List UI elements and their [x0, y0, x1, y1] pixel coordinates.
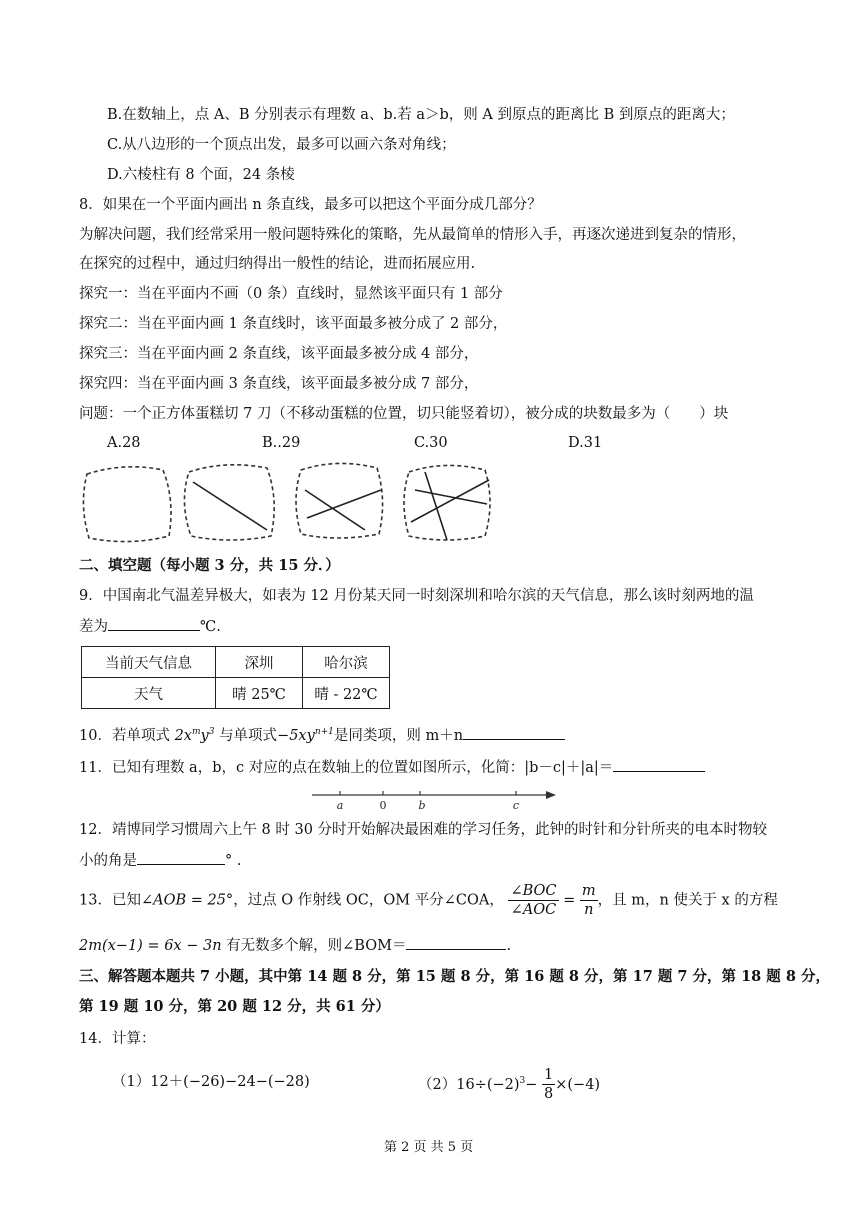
- q11: [79, 757, 705, 778]
- q8-explore-4: 探究四：当在平面内画 3 条直线，该平面最多被分成 7 部分，: [79, 376, 479, 392]
- q13-prefix: 13．已知: [79, 892, 141, 909]
- q14-part-1: （1）12＋(−26)−24−(−28): [112, 1074, 310, 1090]
- q14-part2-fraction: [542, 1066, 555, 1103]
- weather-table: [81, 646, 390, 709]
- q10-exp2: n+1: [314, 727, 334, 737]
- q10-monomial-1: [175, 728, 215, 744]
- section-2-heading: 二、填空题（每小题 3 分，共 15 分．）: [79, 557, 340, 574]
- q13-line2-suffix: 有无数多个解，则∠BOM＝: [226, 938, 407, 954]
- number-line-label-a: a: [336, 799, 344, 812]
- q9-prefix: 差为: [79, 619, 108, 635]
- q13-fraction-angles: [508, 882, 558, 919]
- q13-frac1-den: ∠AOC: [510, 902, 557, 918]
- q8-explore-3: 探究三：当在平面内画 2 条直线，该平面最多被分成 4 部分，: [79, 346, 479, 362]
- q8-explore-2: 探究二：当在平面内画 1 条直线时，该平面最多被分成了 2 部分，: [79, 316, 508, 332]
- q13-answer-blank[interactable]: [406, 935, 506, 950]
- q8-explore-1: 探究一：当在平面内不画（0 条）直线时，显然该平面只有 1 部分: [79, 286, 503, 302]
- q10-prefix: 10．若单项式: [79, 727, 170, 744]
- number-line: [310, 783, 560, 813]
- q14-part2-suffix: ×(−4): [555, 1076, 601, 1093]
- q10-yexp1: 3: [208, 727, 215, 737]
- q11-text: 11．已知有理数 a，b，c 对应的点在数轴上的位置如图所示，化简：|b－c|＋|a|＝: [79, 760, 614, 776]
- q8-intro-1: 为解决问题，我们经常采用一般问题特殊化的策略，先从最简单的情形入手，再逐次递进到复杂的情形，: [79, 227, 746, 243]
- table-row: [82, 647, 390, 678]
- q7-option-c: C.从八边形的一个顶点出发，最多可以画六条对角线；: [107, 137, 456, 153]
- q14-part2-prefix: （2）16÷(−2): [418, 1076, 520, 1093]
- plane-figures: [75, 460, 505, 550]
- q8-option-b: B..29: [262, 435, 301, 451]
- q8-intro-2: 在探究的过程中，通过归纳得出一般性的结论，进而拓展应用.: [79, 256, 476, 272]
- q10-y1: y: [200, 727, 209, 744]
- region-3-line-3: [411, 480, 489, 522]
- q13-frac2-den: n: [584, 902, 594, 918]
- q7-option-b: B.在数轴上，点 A、B 分别表示有理数 a、b.若 a＞b，则 A 到原点的距离比 B 到原点的距离大；: [107, 107, 735, 123]
- q7-option-d: D.六棱柱有 8 个面，24 条棱: [107, 167, 295, 183]
- q10-suffix: 是同类项，则 m＋n: [333, 727, 464, 744]
- q12-line-2: [79, 850, 241, 871]
- table-cell-shenzhen-temp: 晴 25℃: [216, 678, 303, 709]
- number-line-label-c: c: [512, 799, 520, 812]
- region-2-line-2: [307, 490, 381, 518]
- q13-end: .: [506, 938, 512, 954]
- q10-middle: 与单项式: [219, 727, 278, 744]
- q14-part-2: [418, 1062, 600, 1104]
- q13-middle: ，过点 O 作射线 OC，OM 平分∠COA，: [233, 892, 504, 909]
- q14-label: 14．计算：: [79, 1031, 156, 1047]
- q13-line-2: [79, 935, 511, 956]
- q11-answer-blank[interactable]: [613, 757, 705, 772]
- page-footer: 第 2 页 共 5 页: [384, 1140, 474, 1155]
- q13-line-1: [79, 882, 778, 919]
- q14-frac-den: 8: [544, 1086, 554, 1103]
- number-line-label-0: 0: [379, 799, 387, 812]
- q9-answer-blank[interactable]: [108, 616, 200, 631]
- region-2-line-1: [305, 490, 365, 530]
- q13-angle: ∠AOB = 25°: [140, 892, 234, 909]
- q9-line-1: 9．中国南北气温差异极大，如表为 12 月份某天同一时刻深圳和哈尔滨的天气信息，那么该时刻两地的温: [79, 588, 754, 604]
- q13-frac1-num: ∠BOC: [510, 883, 557, 899]
- region-1-line-1: [193, 482, 267, 530]
- q14-part2-minus: −: [525, 1076, 538, 1093]
- q8-question: 问题：一个正方体蛋糕切 7 刀（不移动蛋糕的位置，切只能竖着切），被分成的块数最多为（ ）块: [79, 406, 729, 422]
- q8-stem: 8．如果在一个平面内画出 n 条直线，最多可以把这个平面分成几部分？: [79, 197, 542, 213]
- table-cell-weather: 天气: [82, 678, 216, 709]
- q13-equation: 2m(x−1) = 6x − 3n: [79, 938, 222, 954]
- region-3-line-2: [425, 472, 447, 540]
- section-3-heading-1: 三、解答题本题共 7 小题，其中第 14 题 8 分，第 15 题 8 分，第 16 题 8 分，第 17 题 7 分，第 18 题 8 分，: [79, 968, 830, 985]
- plane-region-1-line: [184, 465, 274, 540]
- q9-suffix: ℃.: [200, 619, 221, 635]
- plane-region-0-lines: [83, 467, 171, 542]
- q8-option-d: D.31: [568, 435, 603, 451]
- q8-option-a: A.28: [107, 435, 141, 451]
- table-row: [82, 678, 390, 709]
- q10-coef1: 2x: [174, 727, 192, 744]
- q10-exp1: m: [191, 727, 201, 737]
- q13-equals: =: [563, 892, 576, 909]
- q10: [79, 722, 565, 746]
- q13-fraction-mn: [580, 882, 598, 919]
- q8-option-c: C.30: [414, 435, 448, 451]
- q14-frac-num: 1: [544, 1067, 554, 1084]
- table-cell-harbin-temp: 晴 - 22℃: [303, 678, 390, 709]
- q12-suffix: ° .: [225, 853, 242, 869]
- number-line-label-b: b: [418, 799, 426, 812]
- q14-part2-exp: 3: [519, 1076, 526, 1086]
- q13-frac2-num: m: [581, 883, 596, 899]
- table-header-harbin: 哈尔滨: [303, 647, 390, 678]
- q13-suffix: ，且 m，n 使关于 x 的方程: [597, 892, 778, 909]
- q12-line-1: 12．靖博同学习惯周六上午 8 时 30 分时开始解决最困难的学习任务，此钟的时针和分针所夹的电本时物较: [79, 822, 768, 838]
- q9-line-2: [79, 616, 221, 637]
- q12-answer-blank[interactable]: [137, 850, 225, 865]
- section-3-heading-2: 第 19 题 10 分，第 20 题 12 分，共 61 分）: [79, 998, 390, 1015]
- q12-prefix: 小的角是: [79, 853, 137, 869]
- table-header-info: 当前天气信息: [82, 647, 216, 678]
- q10-monomial-2: [277, 728, 334, 744]
- table-header-shenzhen: 深圳: [216, 647, 303, 678]
- number-line-arrow: [546, 791, 556, 799]
- q10-answer-blank[interactable]: [463, 725, 565, 740]
- region-3-line-1: [415, 490, 487, 504]
- q10-coef2: −5xy: [277, 727, 315, 744]
- plane-region-2-lines: [296, 463, 383, 538]
